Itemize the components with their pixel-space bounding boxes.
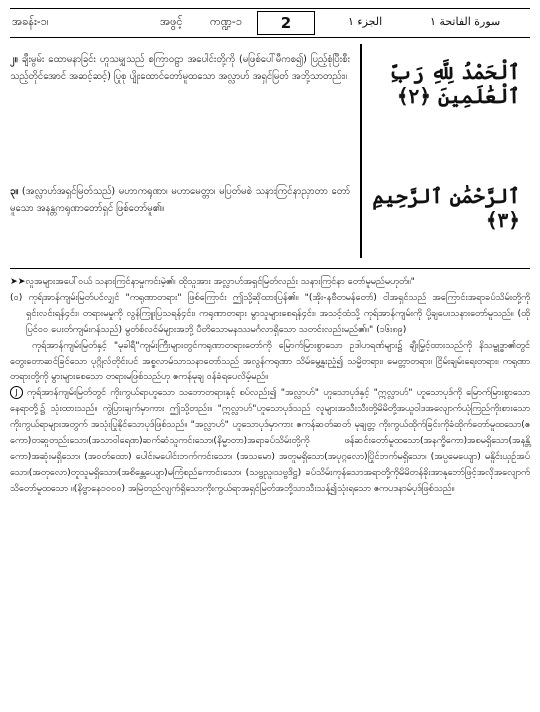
footnote-j-text: ကုရ်အာန်ကျမ်းမြတ်တွင် ကိုးကွယ်ရာဟူသော သဘောတရားနှင့် စပ်လည်း၍ "အလ္လာဟ်" ဟူသောပုဒ်နှင့် "ဣလ္လာဟ်" ဟူသောပုဒ်ကို မြောက်မြားစွာသော နေရာတို့၌ သုံးထားသည်။ ကွဲပြားချက်မှာကား ဤသို့တည်း။ "ဣလ္လာဟ်"ဟူသောပုဒ်သည် လူများအသီးသီးတို့မိမိတို့အယူဝါဒအလျောက်ယုံကြည်ကိုးစားသော ကိုးကွယ်ရာများအတွက် အသုံးပြုနိုင်သောပုဒ်ဖြစ်သည်။ "အလ္လာဟ်" ဟူသောပုဒ်မှာကား ဧကန်ဆတ်ဆတ် မုချတ္တ ကိုးကွယ်ထိုက်ခြင်းကိုခံထိုက်တော်မူထသော(ဧကော)တဆူတည်းသော၊(အသာဝါရေဏ)ဆက်ဆံသူကင်းသော၊(နိမ္မာတာ)အရာခပ်သိမ်းတို့ကို ဖန်ဆင်းတော်မူထသော(အနက္ခိကော)အစမရှိသော(အနန္တိကော)အဆုံးမရှိသော၊ (အဝတ်ထော) ပေါင်းမပေါင်းဘက်ကင်းသော၊ (အသမော) အတူမရှိသော(အပုဂ္ဂလော)ပြိုင်ဘက်မရှိသော၊ (အပ္ပမေယျော) မနိူင်းယှဉ်အပ်သော၊(အတုလော)တူသူမရှိသော၊(အစိန္တေယျော)မကြံစည်ကောင်းသော၊ (သဗ္ဗညူ၊သဗ္ဗဒိဋ္ဌ) ခပ်သိမ်းကုန်သောအရာတို့ကိုမိမိတန်ခိုးအာနုဘော်ဖြင့်အလိုအလျောက်သိတော်မူထသော ။(နိဗ္ဗာနေ၁၀၀၀) အမြဲတည်လျက်ရှိသောကိုးကွယ်ရာအရှင်မြတ်အဘို့သာသီးသန့်၍သုံးရသော ဧကပဒနာမ်ပုဒ်ဖြစ်သည်။	[10, 387, 530, 494]
document-page	[10, 8, 530, 704]
juz-label: الجزء ١	[348, 15, 383, 28]
arabic-verse-3: ٱلرَّحْمَٰنِ ٱلرَّحِيمِ ﴿٣﴾	[372, 184, 520, 232]
verse-text: ချီးမွမ်း ထောမနာခြင်း ဟူသမျှသည် စကြာဝဠာ အပေါင်းတို့ကို (မဖြစ်ပေါ်မီကစ၍) ပြည့်စုံပြီးစီးသည့်တိုင်အောင် အဆင့်ဆင့်) ပြုစု ပျိုးထောင်တော်မူထသော အလ္လာဟ် အရှင်မြတ် အဘို့သာတည်း။	[10, 54, 350, 82]
footnote-continuation: ➤➤လူအများအပေါ်ဝယ် သနားကြင်နာမှုကင်းမဲ့၏၊ ထိုသူအား အလ္လာဟ်အရှင်မြတ်လည်း သနားကြင်နာ တော်မူမည်မဟုတ်။"	[10, 276, 415, 287]
commentary-paragraph: ကုရ်အာန်ကျမ်းမြတ်နှင့် "မုခါရီ"ကျမ်းကြီးများတွင်ကရုဏာတရားတော်ကို မြောက်မြားစွာသော ဥဒါဟရဏ်များ၌ ချီးမြှင့်ထားသည်ကို နိသမ္ဗုဒ္ဓာ၏တွင် တွေးတောဆင်ခြင်သော ပုဂ္ဂိုလ်တိုင်းပင် အစ္စလာမ်သာသနာတော်သည် အလွန်ကရုဏာ သိမ်မွေ့နူးညံ့၍ သမ္မိတရား၊ မေတ္တာတရား၊ ငြိမ်းချမ်းရေးတရား၊ ကရုဏာတရားတို့ကို မွားများစေသော တရားမဖြစ်သည်ဟု ဧကန်မုချ ဝန်ခံရပေလိမ့်မည်။	[10, 339, 530, 383]
footnote-marker-icon: J	[10, 386, 23, 399]
verse-translation-2	[10, 52, 350, 85]
chapter-label: အခန်း-၁၊	[12, 15, 49, 28]
arabic-verse-2: ٱلْحَمْدُ لِلَّهِ رَبِّ ٱلْعَٰلَمِينَ ﴿٢﴾	[388, 60, 520, 108]
verse-number: ၂။	[10, 54, 18, 65]
column-divider	[360, 44, 362, 258]
page-header	[10, 8, 530, 38]
verse-translation-3	[10, 184, 350, 217]
section-label: အဖွင့်	[160, 15, 183, 28]
footnote-separator	[10, 268, 530, 269]
footnote-j	[10, 385, 530, 496]
page-number: 2	[257, 11, 315, 35]
part-label: ကဏ္ဍ-၁	[210, 15, 243, 28]
surah-label: سورة الفاتحة ١	[430, 15, 501, 28]
verse-text: (အလ္လာဟ်အရှင်မြတ်သည်) မဟာကရုဏာ၊ မဟာမေတ္တာ၊ မပြတ်မစဲ သနားကြင်နာညှာတာ တော်မူသော အနန္တကရုဏာတော်ရှင် ဖြစ်တော်မူ၏။	[10, 186, 350, 214]
footnote-0: (၀) ကုရ်အာန်ကျမ်းမြတ်ပင်လျှင် "ကရုဏာတရား" ဖြစ်ကြောင်း ဤသို့ဆိုထားပြန်၏။ "(အိုး-နဗီတမန်တော်) ငါအရှင်သည် အကြောင်းအရာခပ်သိမ်းတို့ကို ရှင်းလင်းရန်၄င်း၊ တရားမမှုကို လွန်ကြူးပြသရန်၄င်း၊ ကရုဏာတရား မွာသူများစေရန်၄င်း၊ အသင့်ထံသို့ ကုရ်အာန်ကျမ်းကို ပို့ချပေးသနားတော်မူသည်။ (ထိုပြင်၀၀ ပေးတ်ကျမ်းဂန်သည်) မွတ်စ်လင်မ်များအဘို့ ပီတိသောမနဿမင်္ဂလာရှိသော သတင်းလည်းမည်၏။" (၁၆း၈၉)	[10, 291, 530, 335]
commentary-section	[10, 274, 530, 497]
verse-number: ၃။	[10, 186, 19, 197]
